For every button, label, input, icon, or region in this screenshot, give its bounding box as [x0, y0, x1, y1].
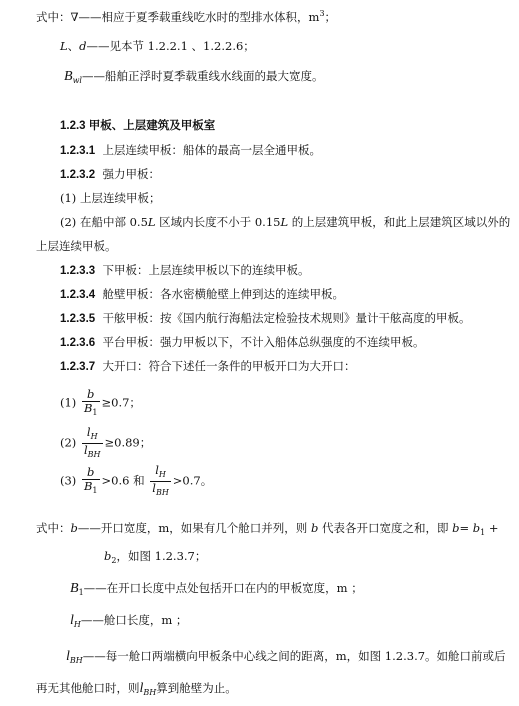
- item-1-2-3-2: 1.2.3.2 强力甲板：: [60, 167, 160, 181]
- item-1-2-3-3: 1.2.3.3 下甲板：上层连续甲板以下的连续甲板。: [60, 263, 310, 277]
- strength-deck-p2: (2) 在船中部 0.5L 区域内长度不小于 0.15L 的上层建筑甲板，和此上层建筑区域以外的: [60, 215, 511, 229]
- bwl-definition: $B_{wl}——$船舶正浮时夏季载重线水线面的最大宽度。: [64, 69, 324, 85]
- condition-2: (2) $\frac{l_H}{l_{BH}}$ ≥0.89；: [60, 425, 152, 459]
- fraction-b-over-b1: $\frac{b}{B_1}$: [83, 387, 98, 417]
- strength-deck-p2-cont: 上层连续甲板。: [36, 239, 117, 253]
- def-lbh-cont: 再无其他舱口时，则$l_{BH}$算到舱壁为止。: [36, 681, 237, 697]
- item-1-2-3-6: 1.2.3.6 平台甲板：强力甲板以下，不计入船体总纵强度的不连续甲板。: [60, 335, 425, 349]
- item-1-2-3-1: 1.2.3.1 上层连续甲板：船体的最高一层全通甲板。: [60, 143, 321, 157]
- item-1-2-3-4: 1.2.3.4 舱壁甲板：各水密横舱壁上伸到达的连续甲板。: [60, 287, 344, 301]
- def-lh: $l_H——$舱口长度，m ；: [70, 613, 188, 629]
- l-d-definition: L、d——见本节 1.2.2.1 、1.2.2.6；: [60, 39, 255, 53]
- fraction-b-over-b1-2: $\frac{b}{B_1}$: [83, 465, 98, 495]
- def-b-width-cont: $b_2$，如图 1.2.3.7；: [104, 549, 207, 565]
- item-1-2-3-7: 1.2.3.7 大开口：符合下述任一条件的甲板开口为大开口：: [60, 359, 356, 373]
- def-b1: $B_1——$在开口长度中点处包括开口在内的甲板宽度，m ；: [70, 581, 363, 597]
- condition-1: (1) $\frac{b}{B_1}$ ≥0.7；: [60, 387, 141, 417]
- section-heading: 1.2.3 甲板、上层建筑及甲板室: [60, 120, 216, 132]
- def-b-width: 式中：b——开口宽度，m，如果有几个舱口并列，则 b 代表各开口宽度之和，即 $b= b_1$ +: [36, 521, 499, 537]
- strength-deck-p1: (1) 上层连续甲板；: [60, 191, 161, 205]
- volume-definition: 式中：∇——相应于夏季载重线吃水时的型排水体积，$m^3$；: [36, 9, 337, 24]
- def-lbh: $l_{BH}——$每一舱口两端横向甲板条中心线之间的距离，m，如图 1.2.3.7。如舱口前或后: [66, 649, 506, 665]
- fraction-lh-over-lbh-2: $\frac{l_H}{l_{BH}}$: [152, 463, 169, 497]
- item-1-2-3-5: 1.2.3.5 干舷甲板：按《国内航行海船法定检验技术规则》量计干舷高度的甲板。: [60, 311, 471, 325]
- condition-3: (3) $\frac{b}{B_1}$ >0.6 和 $\frac{l_H}{l_{BH}}$ >0.7。: [60, 463, 213, 497]
- fraction-lh-over-lbh: $\frac{l_H}{l_{BH}}$: [83, 425, 101, 459]
